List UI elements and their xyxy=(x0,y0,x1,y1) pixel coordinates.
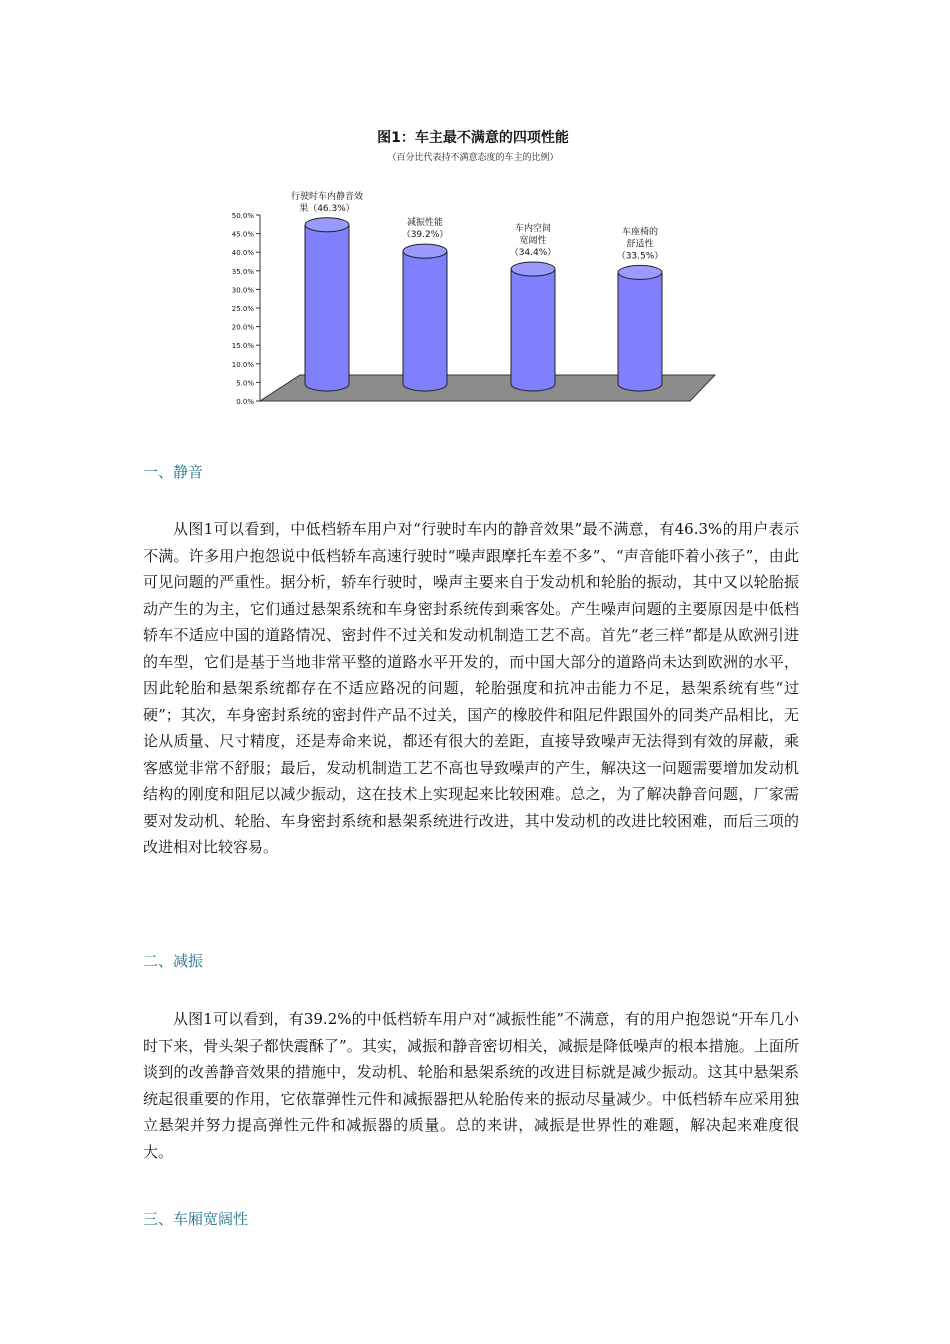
y-tick-label: 45.0% xyxy=(231,230,254,239)
bar-data-label: 舒适性 xyxy=(626,239,654,250)
bar-top xyxy=(305,218,349,232)
bar xyxy=(618,272,662,384)
bar-chart xyxy=(215,118,735,418)
section-heading-quietness: 一、静音 xyxy=(143,463,204,481)
bar-data-label: 车内空间 xyxy=(514,224,552,235)
bar-data-label: （39.2%） xyxy=(401,230,449,241)
bar-data-label: 宽阔性 xyxy=(519,236,547,247)
y-tick-label: 20.0% xyxy=(231,323,254,332)
bar-data-label: （33.5%） xyxy=(616,251,664,262)
bar-data-label: 行驶时车内静音效 xyxy=(290,191,364,202)
bar-data-label: 减振性能 xyxy=(406,218,444,229)
chart-title: 图1：车主最不满意的四项性能 xyxy=(377,130,569,146)
chart-subtitle: （百分比代表持不满意态度的车主的比例） xyxy=(387,153,559,163)
y-tick-label: 10.0% xyxy=(231,360,254,369)
y-tick-label: 15.0% xyxy=(231,342,254,351)
y-tick-label: 50.0% xyxy=(231,212,254,220)
bar-data-label: 果（46.3%） xyxy=(299,203,355,214)
y-tick-label: 25.0% xyxy=(231,305,254,313)
bar xyxy=(403,251,447,384)
y-tick-label: 40.0% xyxy=(231,249,254,258)
bar-top xyxy=(511,262,555,276)
y-tick-label: 5.0% xyxy=(236,379,254,388)
bar-top xyxy=(403,244,447,258)
section-text-vibration: 从图1可以看到，有39.2%的中低档轿车用户对“减振性能”不满意，有的用户抱怨说“开车几小时下来，骨头架子都快震酥了”。其实，减振和静音密切相关，减振是降低噪声的根本措施。上面所谈到的改善静音效果的措施中，发动机、轮胎和悬架系统的改进目标就是减少振动。这其中悬架系统起很重要的作用，它依靠弹性元件和减振器把从轮胎传来的振动尽量减少。中低档轿车应采用独立悬架并努力提高弹性元件和减振器的质量。总的来讲，减振是世界性的难题，解决起来难度很大。 xyxy=(143,1010,799,1161)
y-tick-label: 30.0% xyxy=(231,286,254,295)
y-tick-label: 0.0% xyxy=(236,398,254,406)
section-heading-cabin-space: 三、车厢宽阔性 xyxy=(143,1210,249,1228)
section-text-quietness: 从图1可以看到，中低档轿车用户对“行驶时车内的静音效果”最不满意，有46.3%的用户表示不满。许多用户抱怨说中低档轿车高速行驶时“噪声跟摩托车差不多”、“声音能吓着小孩子”，由此可见问题的严重性。据分析，轿车行驶时，噪声主要来自于发动机和轮胎的振动，其中又以轮胎振动产生的为主，它们通过悬架系统和车身密封系统传到乘客处。产生噪声问题的主要原因是中低档轿车不适应中国的道路情况、密封件不过关和发动机制造工艺不高。首先“老三样”都是从欧洲引进的车型，它们是基于当地非常平整的道路水平开发的，而中国大部分的道路尚未达到欧洲的水平，因此轮胎和悬架系统都存在不适应路况的问题，轮胎强度和抗冲击能力不足，悬架系统有些“过硬”；其次，车身密封系统的密封件产品不过关，国产的橡胶件和阻尼件跟国外的同类产品相比，无论从质量、尺寸精度，还是寿命来说，都还有很大的差距，直接导致噪声无法得到有效的屏蔽，乘客感觉非常不舒服；最后，发动机制造工艺不高也导致噪声的产生，解决这一问题需要增加发动机结构的刚度和阻尼以减少振动，这在技术上实现起来比较困难。总之，为了解决静音问题，厂家需要对发动机、轮胎、车身密封系统和悬架系统进行改进，其中发动机的改进比较困难，而后三项的改进相对比较容易。 xyxy=(143,520,799,856)
y-tick-label: 35.0% xyxy=(231,267,254,276)
section-heading-vibration: 二、减振 xyxy=(143,952,204,970)
bar-top xyxy=(618,265,662,279)
bar xyxy=(305,225,349,384)
bar-data-label: 车座椅的 xyxy=(621,227,659,238)
bar-data-label: （34.4%） xyxy=(509,248,557,259)
bar xyxy=(511,269,555,384)
